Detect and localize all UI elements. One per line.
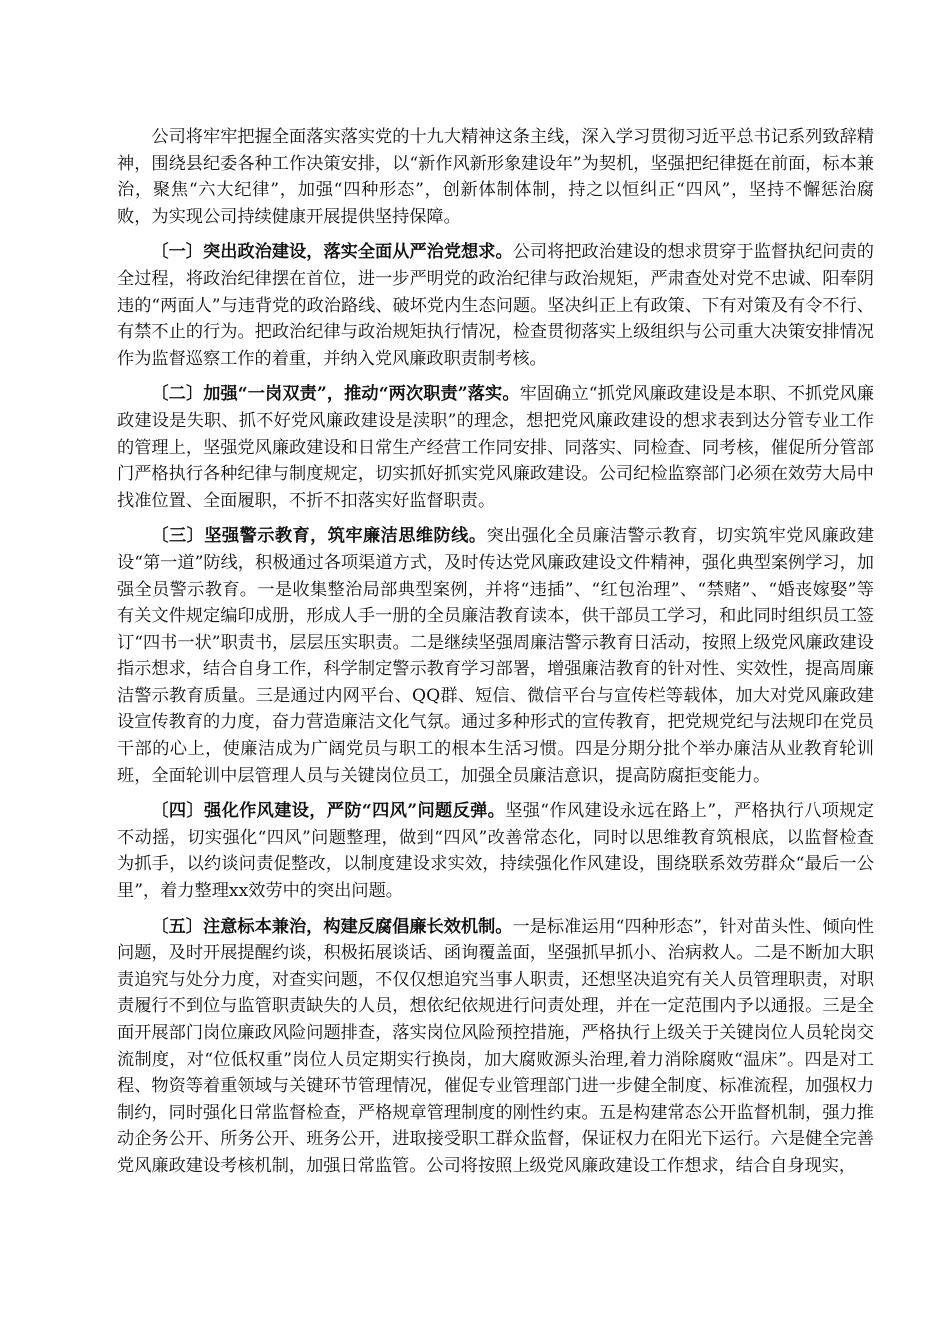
section-2-body: 牢固确立“抓党风廉政建设是本职、不抓党风廉政建设是失职、抓不好党风廉政建设是渎职”的理念，想把党风廉政建设的想求表到达分管专业工作的管理上，坚强党风廉政建设和日常生产经营工作同安排、同落实、同检查、同考核，催促所分管部门严格执行各种纪律与制度规定，切实抓好抓实党风廉政建设。公司纪检监察部门必须在效劳大局中找准位置、全面履职，不折不扣落实好监督职责。 xyxy=(117,384,875,511)
section-1-heading: 〔一〕突出政治建设，落实全面从严治党想求。 xyxy=(151,242,513,263)
section-5-heading: 〔五〕注意标本兼治，构建反腐倡廉长效机制。 xyxy=(151,916,513,937)
section-3-body: 突出强化全员廉洁警示教育，切实筑牢党风廉政建设“第一道”防线，积极通过各项渠道方式，及时传达党风廉政建设文件精神，强化典型案例学习，加强全员警示教育。一是收集整治局部典型案例，并将“违插”、“红包治理”、“禁赌”、“婚丧嫁娶”等有关文件规定编印成册，形成人手一册的全员廉洁教育读本，供干部员工学习，和此同时组织员工签订“四书一状”职责书，层层压实职责。二是继续坚强周廉洁警示教育日活动，按照上级党风廉政建设指示想求，结合自身工作，科学制定警示教育学习部署，增强廉洁教育的针对性、实效性，提高周廉洁警示教育质量。三是通过内网平台、QQ群、短信、微信平台与宣传栏等载体，加大对党风廉政建设宣传教育的力度，奋力营造廉洁文化气氛。通过多种形式的宣传教育，把党规党纪与法规印在党员干部的心上，使廉洁成为广阔党员与职工的根本生活习惯。四是分期分批个举办廉洁从业教育轮训班，全面轮训中层管理人员与关键岗位员工，加强全员廉洁意识，提高防腐拒变能力。 xyxy=(117,526,874,786)
section-2-paragraph xyxy=(117,381,874,514)
section-1-body: 公司将把政治建设的想求贯穿于监督执纪问责的全过程，将政治纪律摆在首位，进一步严明党的政治纪律与政治规矩，严肃查处对党不忠诚、阳奉阴违的“两面人”与违背党的政治路线、破坏党内生态问题。坚决纠正上有政策、下有对策及有令不行、有禁不止的行为。把政治纪律与政治规矩执行情况，检查贯彻落实上级组织与公司重大决策安排情况作为监督巡察工作的着重，并纳入党风廉政职责制考核。 xyxy=(117,242,874,369)
document-page xyxy=(117,124,874,1189)
section-3-heading: 〔三〕坚强警示教育，筑牢廉洁思维防线。 xyxy=(151,526,487,547)
section-3-paragraph xyxy=(117,523,874,789)
section-1-paragraph xyxy=(117,239,874,372)
section-4-body: 坚强“作风建设永远在路上”，严格执行八项规定不动摇，切实强化“四风”问题整理，做到“四风”改善常态化，同时以思维教育筑根底，以监督检查为抓手，以约谈问责促整改，以制度建设求实效，持续强化作风建设，围绕联系效劳群众“最后一公里”，着力整理xx效劳中的突出问题。 xyxy=(117,801,874,902)
section-4-heading: 〔四〕强化作风建设，严防“四风”问题反弹。 xyxy=(151,801,506,822)
section-4-paragraph xyxy=(117,798,874,904)
intro-paragraph: 公司将牢牢把握全面落实落实党的十九大精神这条主线，深入学习贯彻习近平总书记系列致辞精神，围绕县纪委各种工作决策安排，以“新作风新形象建设年”为契机，坚强把纪律挺在前面，标本兼治，聚焦“六大纪律”，加强“四种形态”，创新体制体制，持之以恒纠正“四风”，坚持不懈惩治腐败，为实现公司持续健康开展提供坚持保障。 xyxy=(117,127,874,227)
section-2-heading: 〔二〕加强“一岗双责”，推动“两次职责”落实。 xyxy=(151,384,520,405)
section-5-paragraph xyxy=(117,914,874,1180)
section-5-body: 一是标准运用“四种形态”，针对苗头性、倾向性问题，及时开展提醒约谈，积极拓展谈话、函询覆盖面，坚强抓早抓小、治病救人。二是不断加大职责追究与处分力度，对查实问题，不仅仅想追究当事人职责，还想坚决追究有关人员管理职责，对职责履行不到位与监管职责缺失的人员，想依纪依规进行问责处理，并在一定范围内予以通报。三是全面开展部门岗位廉政风险问题排查，落实岗位风险预控措施，严格执行上级关于关键岗位人员轮岗交流制度，对“位低权重”岗位人员定期实行换岗，加大腐败源头治理,着力消除腐败“温床”。四是对工程、物资等着重领域与关键环节管理情况，催促专业管理部门进一步健全制度、标准流程，加强权力制约，同时强化日常监督检查，严格规章管理制度的刚性约束。五是构建常态公开监督机制，强力推动企务公开、所务公开、班务公开，进取接受职工群众监督，保证权力在阳光下运行。六是健全完善党风廉政建设考核机制，加强日常监管。公司将按照上级党风廉政建设工作想求，结合自身现实， xyxy=(117,916,874,1176)
